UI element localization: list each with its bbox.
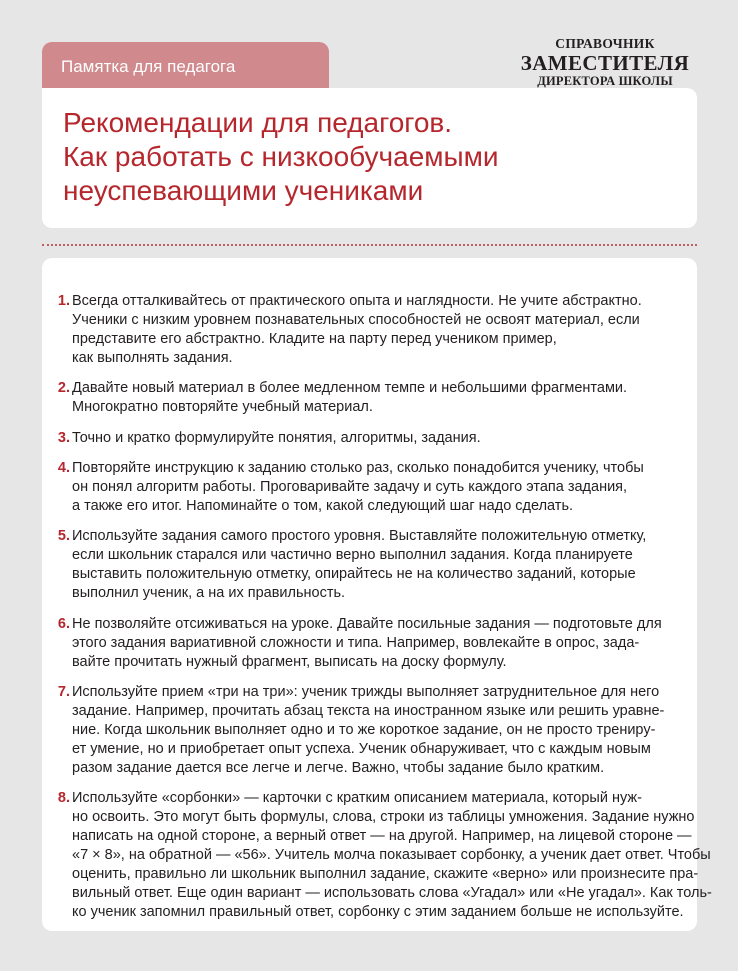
text-line: как выполнять задания.: [72, 350, 233, 366]
title-line: Как работать с низкообучаемыми: [63, 141, 499, 172]
text-line: Используйте «сорбонки» — карточки с кратким описанием материала, который нуж-: [72, 790, 642, 807]
text-line: ко ученик запомнил правильный ответ, сорбонку с этим заданием больше не используйте.: [72, 904, 684, 921]
text-line: представите его абстрактно. Кладите на парту перед учеником пример,: [72, 331, 557, 347]
list-item-number: 2.: [57, 380, 70, 397]
text-line: Многократно повторяйте учебный материал.: [72, 399, 373, 416]
masthead-line-1: СПРАВОЧНИК: [555, 36, 655, 51]
text-line: этого задания вариативной сложности и типа. Например, вовлекайте в опрос, зада-: [72, 634, 640, 651]
text-line: вайте прочитать нужный фрагмент, выписать на доску формулу.: [72, 653, 507, 670]
list-item-text: [72, 429, 481, 448]
list-item-text: [72, 683, 664, 778]
list-item-number: 6.: [57, 615, 70, 632]
page-title: [63, 106, 499, 208]
text-line: Повторяйте инструкцию к заданию столько раз, сколько понадобится ученику, чтобы: [72, 459, 644, 476]
text-line: Всегда отталкивайтесь от практического опыта и наглядности. Не учите абстрактно.: [72, 293, 642, 309]
title-card: [42, 88, 697, 228]
text-line: Ученики с низким уровнем познавательных способностей не освоят материал, если: [72, 312, 640, 328]
text-line: выставить положительную отметку, опирайтесь не на количество заданий, которые: [72, 566, 636, 583]
list-item-text: [72, 527, 646, 603]
section-tab: [42, 42, 329, 88]
text-line: Не позволяйте отсиживаться на уроке. Давайте посильные задания — подготовьте для: [72, 615, 662, 632]
masthead-line-2: ЗАМЕСТИТЕЛЯ: [520, 51, 690, 75]
text-line: но освоить. Это могут быть формулы, слова, строки из таблицы умножения. Задание нужно: [72, 809, 695, 826]
list-item-number: 7.: [57, 683, 70, 700]
dotted-divider: [42, 244, 697, 246]
text-line: написать на одной стороне, а верный ответ — на другой. Например, на лицевой стороне —: [72, 828, 692, 845]
list-item-number: 8.: [57, 790, 70, 807]
list-item-text: [72, 459, 644, 516]
list-item-number: 3.: [57, 429, 70, 446]
list-item-number: 1.: [57, 293, 70, 309]
text-line: ет умение, но и приобретает опыт успеха. Ученик обнаруживает, что с каждым новым: [72, 740, 651, 757]
title-line: неуспевающими учениками: [63, 175, 424, 206]
text-line: Используйте задания самого простого уровня. Выставляйте положительную отметку,: [72, 528, 647, 545]
list-item-number: 5.: [57, 528, 70, 545]
text-line: задание. Например, прочитать абзац текста на иностранном языке или решить уравне-: [72, 702, 665, 719]
masthead-line-3: ДИРЕКТОРА ШКОЛЫ: [537, 74, 673, 88]
text-line: а также его итог. Напоминайте о том, какой следующий шаг надо сделать.: [72, 497, 574, 514]
list-item-text: [72, 615, 662, 672]
text-line: ние. Когда школьник выполняет одно и то же короткое задание, он не просто трениру-: [72, 721, 656, 738]
text-line: Точно и кратко формулируйте понятия, алгоритмы, задания.: [72, 429, 481, 446]
text-line: «7 × 8», на обратной — «56». Учитель молча показывает сорбонку, а ученик дает ответ. Чтобы: [72, 847, 711, 864]
recommendations-card: [42, 258, 712, 931]
text-line: выполнил ученик, а на их правильность.: [72, 585, 346, 602]
text-line: разом задание дается все легче и легче. Важно, чтобы задание было кратким.: [72, 759, 605, 776]
list-item-text: [72, 379, 627, 417]
text-line: оценить, правильно ли школьник выполнил задание, скажите «верно» или произнесите пра-: [72, 866, 699, 883]
list-item-number: 4.: [57, 459, 70, 476]
publication-masthead: [505, 36, 705, 89]
list-item-text: [72, 292, 642, 368]
text-line: он понял алгоритм работы. Проговаривайте задачу и суть каждого этапа задания,: [72, 478, 628, 495]
text-line: Давайте новый материал в более медленном темпе и небольшими фрагментами.: [72, 380, 628, 397]
list-item-text: [72, 789, 712, 922]
text-line: вильный ответ. Еще один вариант — использовать слова «Угадал» или «Не угадал». Как толь-: [72, 885, 712, 902]
title-line: Рекомендации для педагогов.: [63, 107, 453, 138]
text-line: Используйте прием «три на три»: ученик трижды выполняет затруднительное для него: [72, 683, 660, 700]
text-line: если школьник старался или частично верно выполнил задания. Когда планируете: [72, 547, 633, 564]
section-tab-label: Памятка для педагога: [61, 57, 236, 76]
